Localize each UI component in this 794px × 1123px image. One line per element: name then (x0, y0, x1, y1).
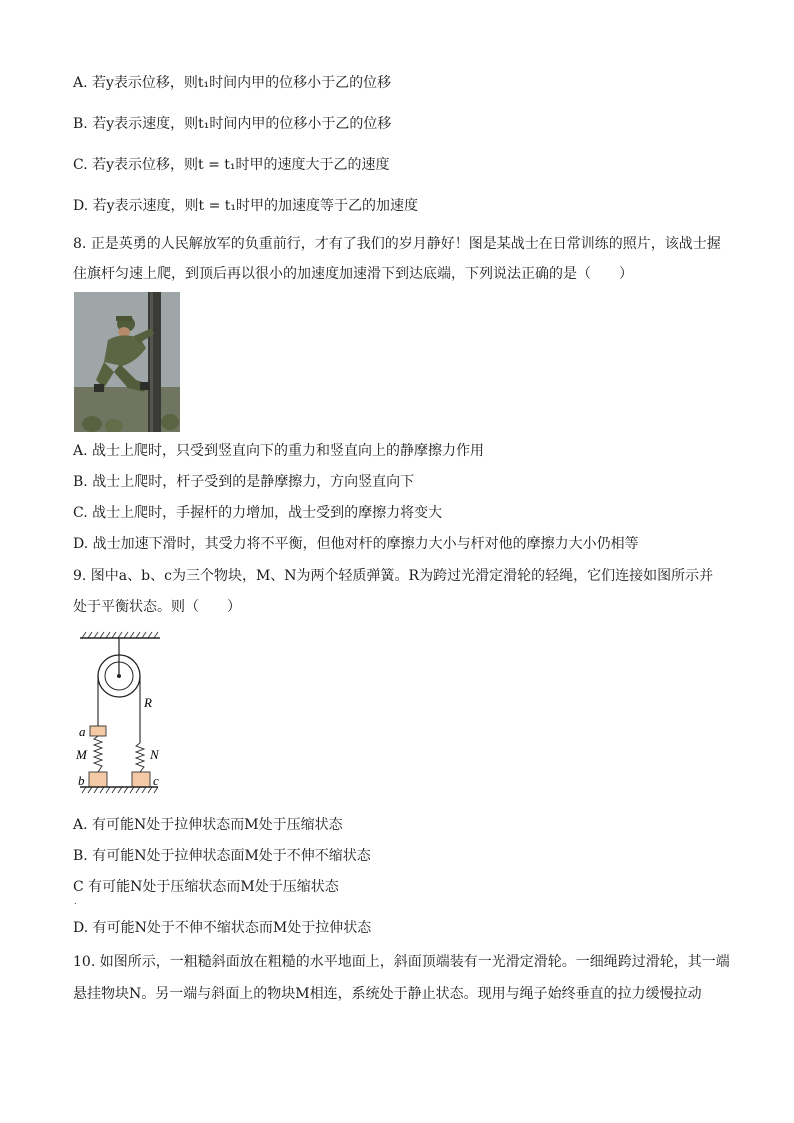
q8-stem-line2: 住旗杆匀速上爬，到顶后再以很小的加速度加速滑下到达底端，下列说法正确的是（ ） (73, 266, 633, 282)
q8-option-b: B. 战士上爬时，杆子受到的是静摩擦力，方向竖直向下 (73, 474, 415, 490)
q9-option-b: B. 有可能N处于拉伸状态面M处于不伸不缩状态 (73, 848, 371, 864)
q7-option-d: D. 若y表示速度，则t = t₁时甲的加速度等于乙的加速度 (73, 198, 419, 214)
q7-option-c: C. 若y表示位移，则t = t₁时甲的速度大于乙的速度 (73, 157, 390, 173)
q9-option-c: C 有可能N处于压缩状态而M处于压缩状态 (73, 879, 339, 895)
q9-option-a: A. 有可能N处于拉伸状态而M处于压缩状态 (73, 817, 343, 833)
q9-option-c-dot: . (74, 897, 77, 906)
label-M: M (76, 747, 87, 762)
pulley-spring-diagram (72, 628, 172, 800)
q8-stem-line1: 8. 正是英勇的人民解放军的负重前行，才有了我们的岁月静好！图是某战士在日常训练的照片，该战士握 (73, 236, 721, 252)
soldier-climbing-photo (74, 292, 180, 432)
q8-option-a: A. 战士上爬时，只受到竖直向下的重力和竖直向上的静摩擦力作用 (73, 443, 485, 459)
label-N: N (150, 747, 159, 762)
q7-option-b: B. 若y表示速度，则t₁时间内甲的位移小于乙的位移 (73, 116, 392, 132)
soldier-photo-illustration (74, 292, 180, 432)
label-c: c (153, 773, 159, 788)
q10-stem-line2: 悬挂物块N。另一端与斜面上的物块M相连，系统处于静止状态。现用与绳子始终垂直的拉力缓慢拉动 (73, 986, 702, 1002)
q8-option-d: D. 战士加速下滑时，其受力将不平衡，但他对杆的摩擦力大小与杆对他的摩擦力大小仍相等 (73, 536, 639, 552)
q9-stem-line2: 处于平衡状态。则（ ） (73, 599, 241, 615)
pulley-spring-figure (72, 628, 172, 800)
label-R: R (144, 695, 152, 710)
q7-option-a: A. 若y表示位移，则t₁时间内甲的位移小于乙的位移 (73, 75, 392, 91)
label-b: b (78, 773, 85, 788)
q9-stem-line1: 9. 图中a、b、c为三个物块，M、N为两个轻质弹簧。R为跨过光滑定滑轮的轻绳，它们连接如图所示并 (73, 568, 714, 584)
q8-option-c: C. 战士上爬时，手握杆的力增加，战士受到的摩擦力将变大 (73, 505, 443, 521)
q10-stem-line1: 10. 如图所示，一粗糙斜面放在粗糙的水平地面上，斜面顶端装有一光滑定滑轮。一细绳跨过滑轮，其一端 (73, 954, 730, 970)
label-a: a (79, 724, 86, 739)
q9-option-d: D. 有可能N处于不伸不缩状态而M处于拉伸状态 (73, 920, 372, 936)
